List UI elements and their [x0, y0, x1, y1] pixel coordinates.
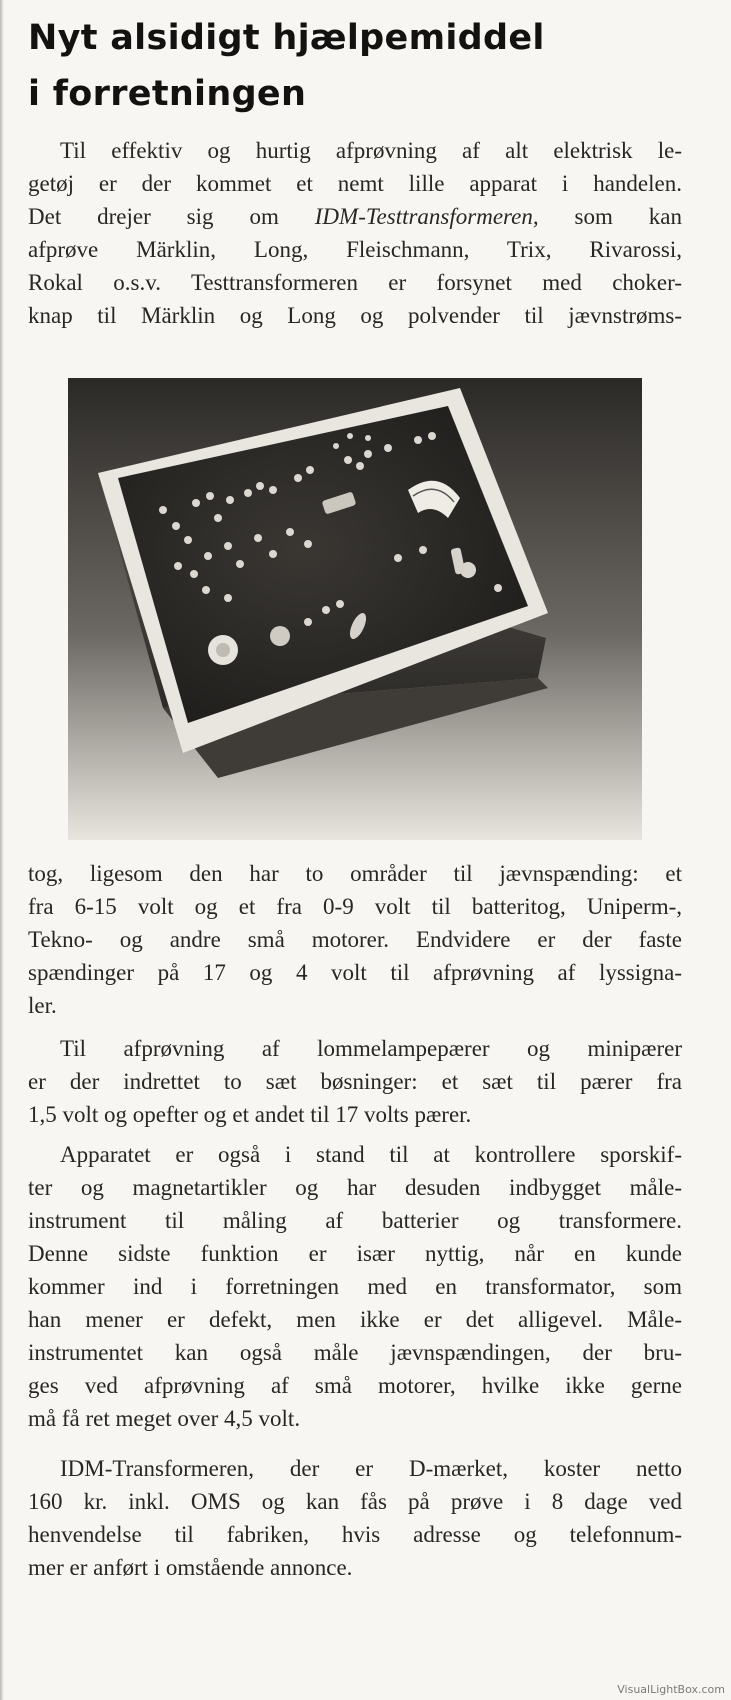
text-line: Apparatet er også i stand til at kontrollere sporskif- — [60, 1142, 682, 1167]
text-line: instrument til måling af batterier og transformere. — [28, 1208, 682, 1233]
text-line: IDM-Transformeren, der er D-mærket, koster netto — [60, 1456, 682, 1481]
text-line: Tekno- og andre små motorer. Endvidere er der faste — [28, 927, 682, 952]
page-edge-shadow — [0, 0, 4, 1700]
article-title-line-2: i forretningen — [28, 74, 307, 114]
text-line: ges ved afprøvning af små motorer, hvilke ikke gerne — [28, 1373, 682, 1398]
text-line: han mener er defekt, men ikke er det alligevel. Måle- — [28, 1307, 682, 1332]
product-photo — [68, 378, 642, 840]
text-line: må få ret meget over 4,5 volt. — [28, 1406, 301, 1431]
text-line: henvendelse til fabriken, hvis adresse og telefonnum- — [28, 1522, 682, 1547]
paragraph-3 — [28, 1138, 682, 1435]
text-line: ter og magnetartikler og har desuden indbygget måle- — [28, 1175, 682, 1200]
text-fragment: Det drejer sig om — [28, 204, 315, 229]
watermark: VisualLightBox.com — [617, 1683, 725, 1696]
text-line: afprøve Märklin, Long, Fleischmann, Trix, Rivarossi, — [28, 237, 682, 262]
paragraph-2 — [28, 1032, 682, 1131]
text-line: Til effektiv og hurtig afprøvning af alt elektrisk le- — [60, 138, 682, 163]
text-line: fra 6-15 volt og et fra 0-9 volt til batteritog, Uniperm-, — [28, 894, 682, 919]
product-name: IDM-Testtransformeren, — [314, 204, 539, 229]
text-line: er der indrettet to sæt bøsninger: et sæt til pærer fra — [28, 1069, 682, 1094]
text-line: tog, ligesom den har to områder til jævnspænding: et — [28, 861, 682, 886]
paragraph-4 — [28, 1452, 682, 1584]
text-line: Denne sidste funktion er især nyttig, når en kunde — [28, 1241, 682, 1266]
article-title-line-1: Nyt alsidigt hjælpemiddel — [28, 18, 545, 58]
paragraph-1 — [28, 857, 682, 1022]
text-line: knap til Märklin og Long og polvender til jævnstrøms- — [28, 303, 682, 328]
intro-paragraph — [28, 134, 682, 332]
text-line: mer er anført i omstående annonce. — [28, 1555, 353, 1580]
text-line: Til afprøvning af lommelampepærer og minipærer — [60, 1036, 682, 1061]
article-title — [28, 10, 545, 122]
text-line: instrumentet kan også måle jævnspændingen, der bru- — [28, 1340, 682, 1365]
text-line: 1,5 volt og opefter og et andet til 17 volts pærer. — [28, 1102, 472, 1127]
text-line: getøj er der kommet et nemt lille apparat i handelen. — [28, 171, 682, 196]
test-transformer-illustration — [68, 378, 642, 840]
text-line: Rokal o.s.v. Testtransformeren er forsynet med choker- — [28, 270, 682, 295]
text-line-with-product-name — [28, 200, 682, 233]
text-fragment: som kan — [538, 204, 682, 229]
text-line: kommer ind i forretningen med en transformator, som — [28, 1274, 682, 1299]
text-line: spændinger på 17 og 4 volt til afprøvning af lyssigna- — [28, 960, 682, 985]
text-line: 160 kr. inkl. OMS og kan fås på prøve i 8 dage ved — [28, 1489, 682, 1514]
text-line: ler. — [28, 993, 57, 1018]
